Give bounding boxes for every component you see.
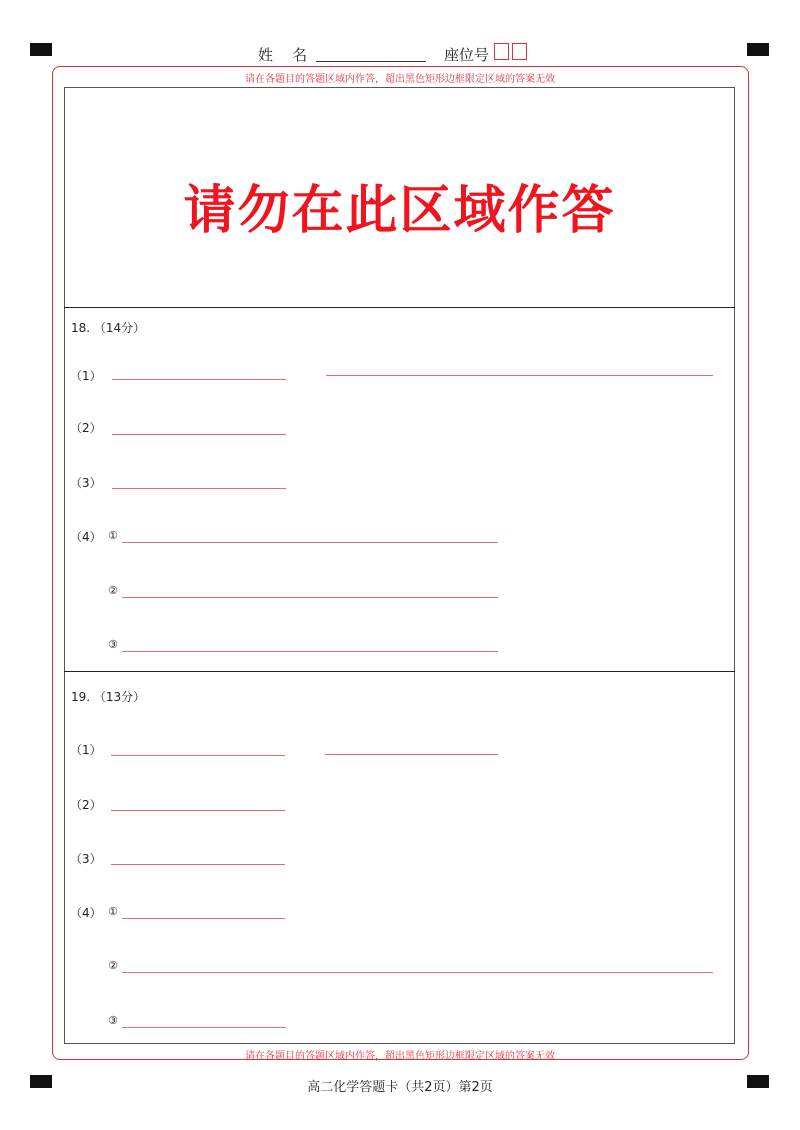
answer-line[interactable] (122, 972, 713, 973)
answer-line[interactable] (326, 375, 713, 376)
part-label: （4） (70, 906, 102, 920)
notice-top: 请在各题目的答题区域内作答，超出黑色矩形边框限定区域的答案无效 (245, 74, 555, 85)
answer-line[interactable] (122, 1027, 286, 1028)
sub-marker: ① (108, 905, 118, 918)
alignment-mark-top-right (747, 43, 769, 56)
answer-line[interactable] (122, 651, 498, 652)
sub-marker: ② (108, 959, 118, 972)
question-title: 19. （13分） (71, 690, 146, 704)
answer-line[interactable] (122, 542, 498, 543)
sub-marker: ③ (108, 1014, 118, 1027)
part-label: （2） (70, 421, 102, 435)
sub-marker: ③ (108, 638, 118, 651)
answer-line[interactable] (111, 810, 285, 811)
sub-marker: ① (108, 529, 118, 542)
part-label: （1） (70, 369, 102, 383)
part-label: （1） (70, 743, 102, 757)
part-label: （3） (70, 476, 102, 490)
sub-marker: ② (108, 584, 118, 597)
name-field[interactable] (316, 61, 426, 62)
answer-line[interactable] (112, 379, 286, 380)
answer-line[interactable] (112, 488, 286, 489)
part-label: （2） (70, 798, 102, 812)
name-label: 姓 名 (258, 46, 308, 64)
page-footer: 高二化学答题卡（共2页）第2页 (307, 1080, 493, 1095)
answer-line[interactable] (111, 755, 285, 756)
no-answer-zone-text: 请勿在此区域作答 (183, 181, 616, 241)
alignment-mark-top-left (30, 43, 52, 56)
section-divider-2 (64, 671, 735, 672)
part-label: （4） (70, 530, 102, 544)
seat-box-1[interactable] (494, 43, 509, 60)
part-label: （3） (70, 852, 102, 866)
answer-line[interactable] (111, 864, 285, 865)
seat-label: 座位号 (444, 46, 490, 64)
section-divider-1 (64, 307, 735, 308)
seat-box-2[interactable] (512, 43, 527, 60)
notice-bottom: 请在各题目的答题区域内作答，超出黑色矩形边框限定区域的答案无效 (245, 1051, 555, 1062)
question-title: 18. （14分） (71, 321, 146, 335)
answer-line[interactable] (122, 918, 285, 919)
answer-line[interactable] (122, 597, 498, 598)
answer-line[interactable] (325, 754, 498, 755)
answer-line[interactable] (112, 434, 286, 435)
